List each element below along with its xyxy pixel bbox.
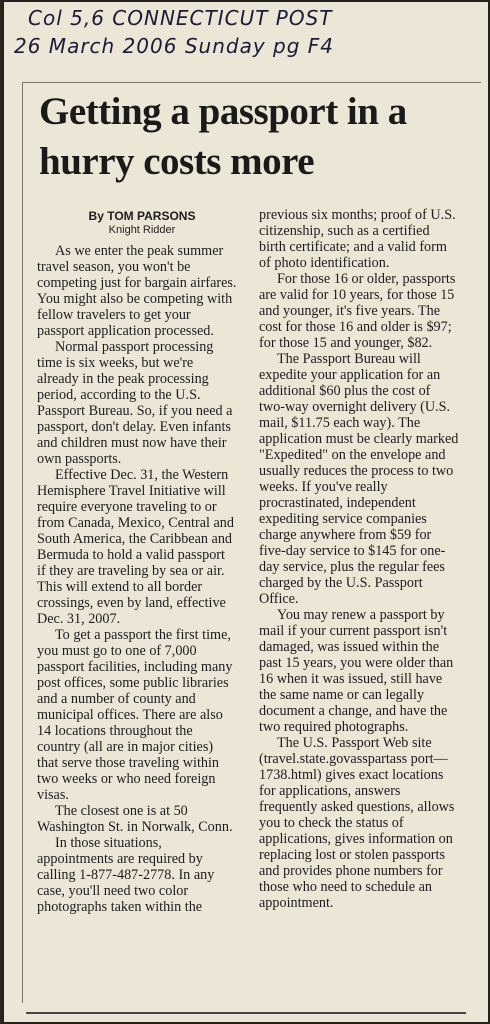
note-line-2: 26 March 2006 Sunday pg F4 [14, 34, 334, 58]
paragraph: Effective Dec. 31, the Western Hemisphere Travel Initiative will require everyone traveling to or from Canada, Mexico, Central and South America, the Caribbean and Bermuda to hold a valid passport if they are traveling by sea or air. This will extend to all border crossings, even by land, effective Dec. 31, 2007. [37, 467, 234, 627]
paragraph: For those 16 or older, passports are valid for 10 years, for those 15 and younger, it's five years. The cost for those 16 and older is $97; for those 15 and younger, $82. [259, 271, 456, 351]
paragraph: The U.S. Passport Web site (travel.state.govasspartass port—1738.html) gives exact locations for applications, answers frequently asked questions, allows you to check the status of applications, gives information on replacing lost or stolen passports and provides phone numbers for those who need to schedule an appointment. [259, 735, 455, 911]
paragraph: In those situations, appointments are required by calling 1-877-487-2778. In any case, you'll need two color photographs taken within the [37, 835, 215, 915]
article-column-1 [37, 209, 237, 915]
newspaper-clipping [4, 2, 488, 1022]
handwritten-note [14, 4, 474, 60]
bottom-rule [26, 1012, 466, 1014]
paragraph: As we enter the peak summer travel season, you won't be competing just for bargain airfares. You might also be competing with fellow travelers to get your passport application processed. [37, 243, 237, 339]
paragraph: You may renew a passport by mail if your current passport isn't damaged, was issued within the past 15 years, you were older than 16 when it was issued, still have the same name or can legally document a change, and have the two required photographs. [259, 607, 454, 735]
article [22, 82, 481, 1003]
paragraph: Normal passport processing time is six weeks, but we're already in the peak processing period, according to the U.S. Passport Bureau. So, if you need a passport, don't delay. Even infants and children must now have their own passports. [37, 339, 233, 467]
headline: Getting a passport in a hurry costs more [39, 90, 407, 183]
article-column-2 [259, 207, 459, 911]
paragraph: previous six months; proof of U.S. citizenship, such as a certified birth certificate; and a valid form of photo identification. [259, 207, 456, 271]
byline [47, 209, 237, 237]
paragraph: The closest one is at 50 Washington St. in Norwalk, Conn. [37, 803, 233, 835]
byline-agency: Knight Ridder [108, 224, 176, 236]
paragraph: To get a passport the first time, you must go to one of 7,000 passport facilities, including many post offices, some public libraries and a number of county and municipal offices. There are also 14 locations throughout the country (all are in major cities) that serve those traveling within two weeks or who need foreign visas. [37, 627, 233, 803]
byline-name: By TOM PARSONS [88, 209, 196, 223]
note-line-1: Col 5,6 CONNECTICUT POST [28, 6, 333, 30]
paragraph: The Passport Bureau will expedite your application for an additional $60 plus the cost of two-way overnight delivery (U.S. mail, $11.75 each way). The application must be clearly marked "Expedited" on the envelope and usually reduces the process to two weeks. If you've really procrastinated, independent expediting service companies charge anywhere from $59 for five-day service to $145 for one-day service, plus the regular fees charged by the U.S. Passport Office. [259, 351, 459, 607]
